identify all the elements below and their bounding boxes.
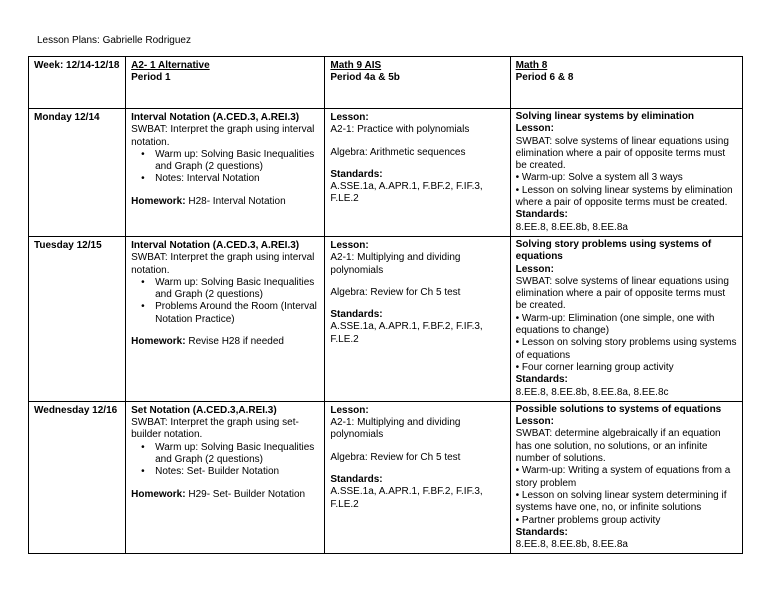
standards-text: 8.EE.8, 8.EE.8b, 8.EE.8a <box>515 539 628 551</box>
list-item: • Lesson on solving linear system determining if systems have one, no, or infinite solutions <box>515 489 727 514</box>
lesson-label: Lesson: <box>515 416 554 428</box>
lesson-text: A2-1: Multiplying and dividing polynomials <box>330 252 461 276</box>
math8-cell <box>510 236 742 401</box>
list-item: • Warm-up: Elimination (one simple, one with equations to change) <box>515 312 715 337</box>
standards-label: Standards: <box>330 168 383 180</box>
algebra-text: Algebra: Arithmetic sequences <box>330 146 466 158</box>
homework-line: Homework: H28- Interval Notation <box>131 195 286 207</box>
list-item: • Warm-up: Solve a system all 3 ways <box>515 172 683 184</box>
list-item: • Warm up: Solving Basic Inequalities and Graph (2 questions) <box>155 277 319 302</box>
lesson-label: Lesson: <box>330 404 369 416</box>
day-cell: Monday 12/14 <box>29 109 126 237</box>
day-cell: Wednesday 12/16 <box>29 401 126 554</box>
lesson-title: Solving linear systems by elimination <box>515 111 695 122</box>
day-cell: Tuesday 12/15 <box>29 236 126 401</box>
math8-course-name: Math 8 <box>515 60 548 71</box>
math9-course-name: Math 9 AIS <box>330 60 382 71</box>
lesson-label: Lesson: <box>330 239 369 251</box>
standards-label: Standards: <box>515 526 568 538</box>
standards-label: Standards: <box>330 309 383 321</box>
math9-header-cell <box>325 57 510 109</box>
standards-text: 8.EE.8, 8.EE.8b, 8.EE.8a, 8.EE.8c <box>515 386 669 398</box>
lesson-text: A2-1: Practice with polynomials <box>330 124 470 136</box>
swbat-text: SWBAT: solve systems of linear equations using elimination where a pair of opposite terms must be created. <box>515 275 729 312</box>
algebra-text: Algebra: Review for Ch 5 test <box>330 286 461 298</box>
list-item: • Lesson on solving linear systems by elimination where a pair of opposite terms must be created. <box>515 184 733 209</box>
list-item: • Lesson on solving story problems using systems of equations <box>515 337 737 361</box>
standards-label: Standards: <box>330 474 383 486</box>
homework-line: Homework: H29- Set- Builder Notation <box>131 488 306 500</box>
standards-text: A.SSE.1a, A.APR.1, F.BF.2, F.IF.3, F.LE.2 <box>330 181 483 205</box>
lesson-title: Interval Notation (A.CED.3, A.REI.3) <box>131 112 300 123</box>
a2-cell <box>126 236 325 401</box>
day-row-tuesday <box>29 236 743 401</box>
list-item: • Warm-up: Writing a system of equations from a story problem <box>515 465 731 489</box>
math9-cell <box>325 401 510 554</box>
math8-header-cell <box>510 57 742 109</box>
lesson-label: Lesson: <box>515 263 554 275</box>
lesson-title: Solving story problems using systems of equations <box>515 238 712 263</box>
activity-list <box>131 442 319 479</box>
document-title: Lesson Plans: Gabrielle Rodriguez <box>37 35 191 46</box>
math9-cell <box>325 236 510 401</box>
list-item: • Notes: Set- Builder Notation <box>155 466 319 478</box>
standards-label: Standards: <box>515 374 568 386</box>
list-item: • Partner problems group activity <box>515 514 661 526</box>
lesson-plan-table <box>28 56 743 554</box>
homework-line: Homework: Revise H28 if needed <box>131 336 284 348</box>
lesson-title: Set Notation (A.CED.3,A.REI.3) <box>131 404 277 416</box>
math9-period: Period 4a & 5b <box>330 72 400 84</box>
swbat-text: SWBAT: Interpret the graph using interval notation. <box>131 252 315 276</box>
swbat-text: SWBAT: Interpret the graph using interval notation. <box>131 124 315 148</box>
activity-list <box>131 277 319 326</box>
lesson-label: Lesson: <box>330 112 369 123</box>
math8-cell <box>510 109 742 237</box>
a2-header-cell <box>126 57 325 109</box>
list-item: • Notes: Interval Notation <box>155 173 319 185</box>
standards-text: A.SSE.1a, A.APR.1, F.BF.2, F.IF.3, F.LE.2 <box>330 321 483 345</box>
math8-period: Period 6 & 8 <box>515 72 574 84</box>
math9-cell <box>325 109 510 237</box>
list-item: • Warm up: Solving Basic Inequalities and Graph (2 questions) <box>155 442 319 467</box>
swbat-text: SWBAT: solve systems of linear equations using elimination where a pair of opposite terms must be created. <box>515 135 729 172</box>
standards-text: 8.EE.8, 8.EE.8b, 8.EE.8a <box>515 221 628 233</box>
day-row-monday <box>29 109 743 237</box>
week-cell: Week: 12/14-12/18 <box>29 57 126 109</box>
a2-cell <box>126 401 325 554</box>
a2-period: Period 1 <box>131 72 171 84</box>
swbat-text: SWBAT: determine algebraically if an equation has one solution, no solutions, or an infinite number of solutions. <box>515 428 721 465</box>
standards-label: Standards: <box>515 209 568 221</box>
a2-course-name: A2- 1 Alternative <box>131 60 210 71</box>
algebra-text: Algebra: Review for Ch 5 test <box>330 451 461 463</box>
lesson-title: Possible solutions to systems of equations <box>515 403 722 415</box>
a2-cell <box>126 109 325 237</box>
swbat-text: SWBAT: Interpret the graph using set- builder notation. <box>131 417 299 441</box>
list-item: • Warm up: Solving Basic Inequalities and Graph (2 questions) <box>155 149 319 174</box>
math8-cell <box>510 401 742 554</box>
header-row <box>29 57 743 109</box>
lesson-title: Interval Notation (A.CED.3, A.REI.3) <box>131 239 300 251</box>
list-item: • Problems Around the Room (Interval Notation Practice) <box>155 301 319 326</box>
lesson-text: A2-1: Multiplying and dividing polynomials <box>330 417 461 441</box>
lesson-label: Lesson: <box>515 123 554 135</box>
standards-text: A.SSE.1a, A.APR.1, F.BF.2, F.IF.3, F.LE.2 <box>330 486 483 510</box>
day-row-wednesday <box>29 401 743 554</box>
list-item: • Four corner learning group activity <box>515 361 674 373</box>
activity-list <box>131 149 319 186</box>
